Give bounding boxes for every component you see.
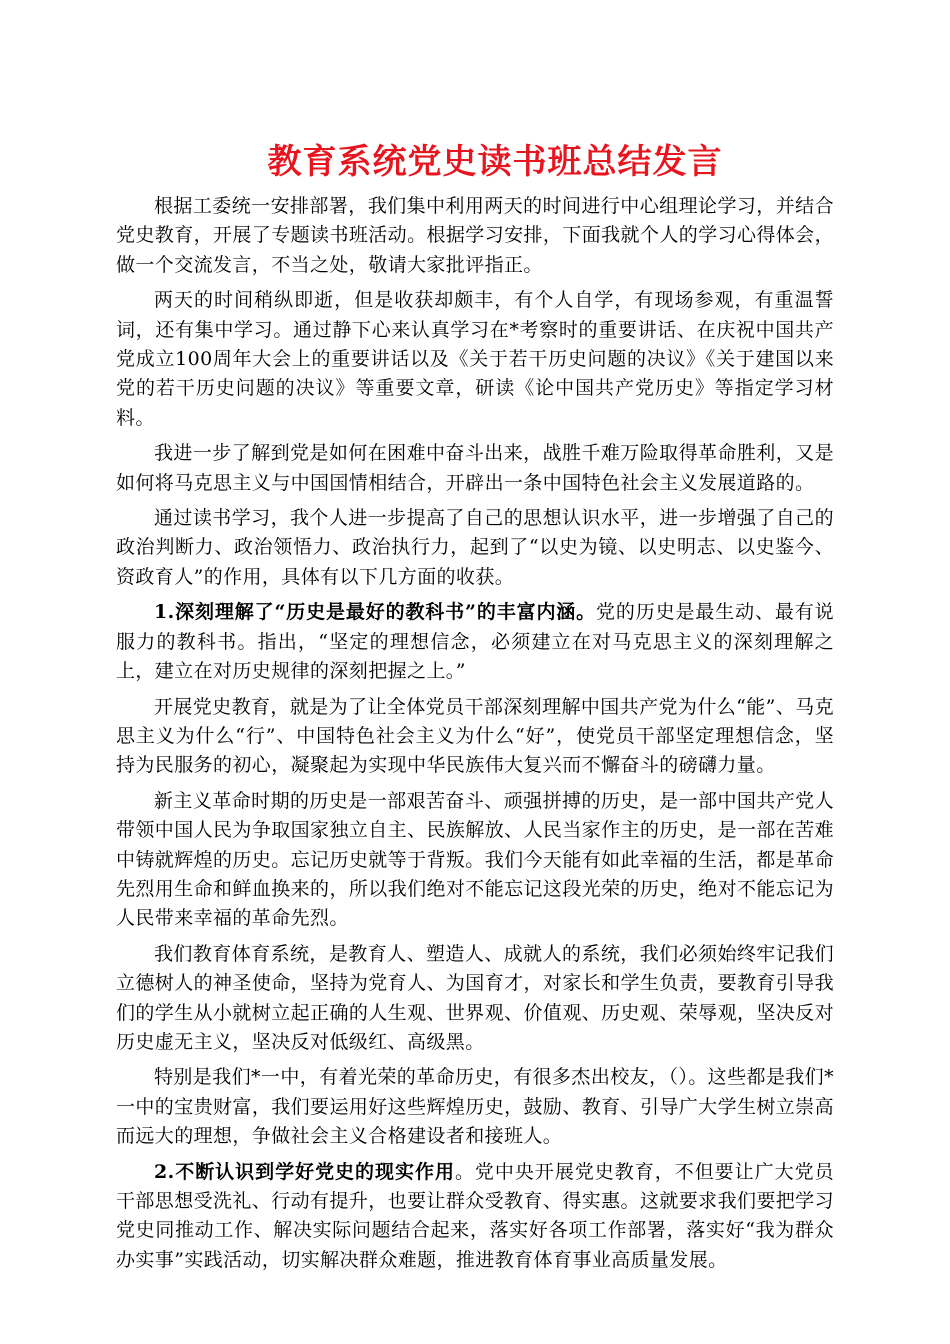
paragraph-text: 开展党史教育，就是为了让全体党员干部深刻理解中国共产党为什么“能”、马克思主义为什么“行”、中国特色社会主义为什么“好”，使党员干部坚定理想信念，坚持为民服务的初心，凝聚起为实现中华民族伟大复兴而不懈奋斗的磅礴力量。 — [116, 695, 834, 777]
document-body — [116, 192, 834, 1281]
paragraph-text: 党的历史是最生动、最有说服力的教科书。指出，“坚定的理想信念，必须建立在对马克思主义的深刻理解之上，建立在对历史规律的深刻把握之上。” — [116, 601, 834, 683]
paragraph-text: 我们教育体育系统，是教育人、塑造人、成就人的系统，我们必须始终牢记我们立德树人的神圣使命，坚持为党育人、为国育才，对家长和学生负责，要教育引导我们的学生从小就树立起正确的人生观、世界观、价值观、历史观、荣辱观，坚决反对历史虚无主义，坚决反对低级红、高级黑。 — [116, 942, 834, 1053]
paragraph-text: 特别是我们*一中，有着光荣的革命历史，有很多杰出校友，（）。这些都是我们*一中的宝贵财富，我们要运用好这些辉煌历史，鼓励、教育、引导广大学生树立崇高而远大的理想，争做社会主义合格建设者和接班人。 — [116, 1066, 834, 1148]
paragraph-text: 我进一步了解到党是如何在困难中奋斗出来，战胜千难万险取得革命胜利，又是如何将马克思主义与中国国情相结合，开辟出一条中国特色社会主义发展道路的。 — [116, 442, 834, 494]
paragraph — [116, 504, 834, 592]
section-heading: 2.不断认识到学好党史的现实作用 — [154, 1160, 455, 1183]
paragraph — [116, 693, 834, 781]
paragraph-text: 。党中央开展党史教育，不但要让广大党员干部思想受洗礼、行动有提升，也要让群众受教育、得实惠。这就要求我们要把学习党史同推动工作、解决实际问题结合起来，落实好各项工作部署，落实好“我为群众办实事”实践活动，切实解决群众难题，推进教育体育事业高质量发展。 — [116, 1160, 834, 1271]
paragraph-text: 通过读书学习，我个人进一步提高了自己的思想认识水平，进一步增强了自己的政治判断力、政治领悟力、政治执行力，起到了“以史为镜、以史明志、以史鉴今、资政育人”的作用，具体有以下几方面的收获。 — [116, 507, 834, 588]
document-title: 教育系统党史读书班总结发言 — [267, 142, 723, 182]
section-paragraph — [116, 598, 834, 686]
paragraph — [116, 1063, 834, 1151]
paragraph-text: 根据工委统一安排部署，我们集中利用两天的时间进行中心组理论学习，并结合党史教育，开展了专题读书班活动。根据学习安排，下面我就个人的学习心得体会，做一个交流发言，不当之处，敬请大家批评指正。 — [116, 195, 834, 276]
section-paragraph — [116, 1158, 834, 1276]
paragraph — [116, 192, 834, 280]
section-heading: 1.深刻理解了“历史是最好的教科书”的丰富内涵。 — [154, 601, 597, 624]
paragraph-text: 两天的时间稍纵即逝，但是收获却颇丰，有个人自学，有现场参观，有重温誓词，还有集中学习。通过静下心来认真学习在*考察时的重要讲话、在庆祝中国共产党成立100周年大会上的重要讲话以及《关于若干历史问题的决议》《关于建国以来党的若干历史问题的决议》等重要文章，研读《论中国共产党历史》等指定学习材料。 — [116, 289, 834, 429]
paragraph — [116, 286, 834, 433]
paragraph — [116, 940, 834, 1058]
paragraph — [116, 787, 834, 934]
paragraph — [116, 439, 834, 498]
paragraph-text: 新主义革命时期的历史是一部艰苦奋斗、顽强拼搏的历史，是一部中国共产党人带领中国人民为争取国家独立自主、民族解放、人民当家作主的历史，是一部在苦难中铸就辉煌的历史。忘记历史就等于背叛。我们今天能有如此幸福的生活，都是革命先烈用生命和鲜血换来的，所以我们绝对不能忘记这段光荣的历史，绝对不能忘记为人民带来幸福的革命先烈。 — [116, 789, 834, 930]
